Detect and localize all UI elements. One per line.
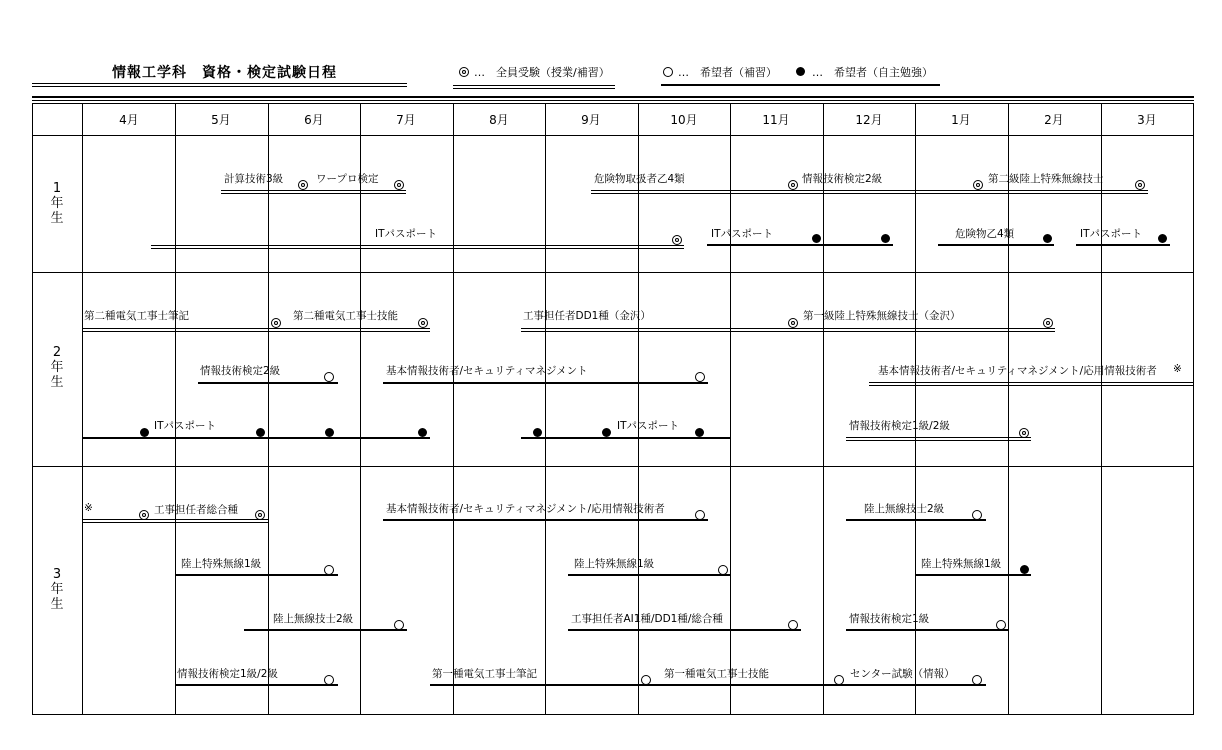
exam-denki-gino: 第二種電気工事士技能 [293,310,398,322]
filled-circle-icon [812,234,821,243]
double-circle-icon [973,180,983,190]
exam-kihon-sec-oyo: 基本情報技術者/セキュリティマネジメント/応用情報技術者 [386,503,665,515]
month-7: 7月 [396,113,416,127]
exam-rikujo-tokushu1-a: 陸上特殊無線1級 [181,558,262,570]
month-11: 11月 [762,113,790,127]
exam-koji-sogo: 工事担任者総合種 [154,504,238,516]
double-circle-icon [672,235,682,245]
open-circle-icon [324,372,334,382]
exam-kihon-sec-oyo: 基本情報技術者/セキュリティマネジメント/応用情報技術者 [878,365,1157,377]
exam-line [383,382,708,384]
exam-line [82,437,430,439]
double-circle-icon [788,180,798,190]
exam-line [1076,244,1170,246]
exam-line [175,574,338,576]
double-circle-icon [394,180,404,190]
month-1: 1月 [951,113,971,127]
double-circle-icon [298,180,308,190]
exam-joho1: 情報技術検定1級 [849,613,930,625]
filled-circle-icon [695,428,704,437]
exam-line [521,437,731,439]
month-2: 2月 [1044,113,1064,127]
exam-rikujo-musen2-b: 陸上無線技士2級 [273,613,354,625]
year-2-nen: 年 [50,360,64,375]
exam-line [869,382,1194,386]
exam-line [521,328,1055,332]
exam-joho-1-2: 情報技術検定1級/2級 [177,668,278,680]
year-2-num: 2 [52,345,62,360]
exam-itpass-a: ITパスポート [154,420,217,432]
double-circle-icon [1043,318,1053,328]
month-6: 6月 [304,113,324,127]
open-circle-icon [695,372,705,382]
exam-line [591,190,1148,194]
exam-line [430,684,986,686]
exam-line [568,574,731,576]
exam-joho-1-2: 情報技術検定1級/2級 [849,420,950,432]
month-4: 4月 [119,113,139,127]
exam-line [383,519,708,521]
filled-circle-icon [1043,234,1052,243]
exam-center: センター試験（情報） [850,668,955,680]
month-5: 5月 [211,113,231,127]
exam-line [244,629,407,631]
exam-koji-dd1: 工事担任者DD1種（金沢） [523,310,651,322]
year-3-sei: 生 [50,597,64,612]
year-1-sei: 生 [50,211,64,226]
month-3: 3月 [1137,113,1157,127]
exam-kihon-sec: 基本情報技術者/セキュリティマネジメント [386,365,588,377]
exam-line [221,190,406,194]
exam-line [915,574,1031,576]
year-2-sei: 生 [50,375,64,390]
exam-joho2: 情報技術検定2級 [200,365,281,377]
exam-line [938,244,1054,246]
double-circle-icon [271,318,281,328]
filled-circle-icon [1158,234,1167,243]
double-circle-icon [1135,180,1145,190]
double-circle-icon [788,318,798,328]
exam-kikenbutsu-b: 危険物乙4類 [955,228,1015,240]
filled-circle-icon [533,428,542,437]
exam-daiichi-rikujo: 第一級陸上特殊無線技士（金沢） [803,310,961,322]
exam-wapuro: ワープロ検定 [316,173,379,185]
exam-line [707,244,893,246]
exam-line [846,629,1009,631]
filled-circle-icon [418,428,427,437]
note-mark: ※ [84,502,93,514]
exam-line [82,328,430,332]
filled-circle-icon [1020,565,1029,574]
exam-daini-rikujo: 第二級陸上特殊無線技士 [988,173,1104,185]
exam-line [82,519,268,523]
exam-kikenbutsu: 危険物取扱者乙4類 [594,173,685,185]
exam-koji-ai1: 工事担任者AI1種/DD1種/総合種 [571,613,723,625]
exam-itpass-b: ITパスポート [617,420,680,432]
year-3-nen: 年 [50,582,64,597]
exam-line [175,684,338,686]
month-9: 9月 [581,113,601,127]
exam-line [151,245,684,249]
exam-denki1-hikki: 第一種電気工事士筆記 [432,668,537,680]
exam-itpass-c: ITパスポート [1080,228,1143,240]
legend-open-circle-label: … 希望者（補習） [678,66,777,79]
filled-circle-icon [140,428,149,437]
filled-circle-icon [325,428,334,437]
exam-denki1-gino: 第一種電気工事士技能 [664,668,769,680]
filled-circle-icon [256,428,265,437]
exam-rikujo-tokushu1-c: 陸上特殊無線1級 [921,558,1002,570]
exam-itpass-a: ITパスポート [375,228,438,240]
month-8: 8月 [489,113,509,127]
filled-circle-icon [881,234,890,243]
exam-line [198,382,338,384]
filled-circle-icon [602,428,611,437]
exam-itpass-b: ITパスポート [711,228,774,240]
exam-joho2: 情報技術検定2級 [802,173,883,185]
page-title: 情報工学科 資格・検定試験日程 [112,65,337,81]
month-12: 12月 [855,113,883,127]
legend-filled-circle-label: … 希望者（自主勉強） [812,66,933,79]
double-circle-icon [418,318,428,328]
year-1-num: 1 [52,181,62,196]
exam-denki-hikki: 第二種電気工事士筆記 [84,310,189,322]
year-1-nen: 年 [50,196,64,211]
year-1-label [48,181,66,226]
exam-line [568,629,801,631]
exam-rikujo-musen2: 陸上無線技士2級 [864,503,945,515]
month-10: 10月 [670,113,698,127]
note-mark: ※ [1173,363,1182,375]
exam-line [846,519,986,521]
year-2-label [48,345,66,390]
exam-line [846,437,1031,441]
year-3-label [48,567,66,612]
legend-double-circle-label: … 全員受験（授業/補習） [474,66,610,79]
year-3-num: 3 [52,567,62,582]
exam-keisan: 計算技術3級 [224,173,284,185]
exam-rikujo-tokushu1-b: 陸上特殊無線1級 [574,558,655,570]
